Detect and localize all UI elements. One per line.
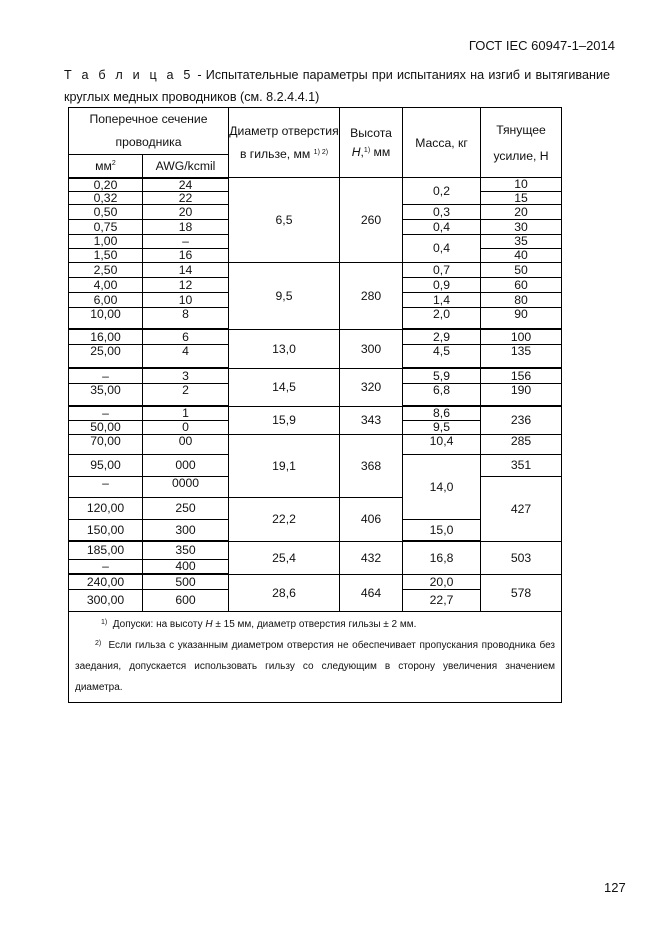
cell-diameter: 13,0 [229,329,340,368]
cell-mass: 14,0 [403,454,481,519]
cell-awg: 2 [143,383,229,406]
cell-pull: 351 [481,454,562,476]
cell-pull: 156 [481,368,562,383]
col-height-symbol: H [351,144,361,159]
col-mm2 [69,155,143,178]
cell-awg: 6 [143,329,229,344]
col-diameter-sup: 1) 2) [313,148,329,156]
cell-height: 432 [340,541,403,574]
table-row [69,368,562,383]
cell-awg: 400 [143,559,229,574]
cell-mm2: 0,75 [69,219,143,234]
cell-diameter: 19,1 [229,434,340,497]
cell-awg: 250 [143,497,229,519]
cell-mass: 0,3 [403,204,481,219]
cell-awg: 350 [143,541,229,559]
cell-height: 406 [340,497,403,541]
cell-mass: 8,6 [403,406,481,420]
cell-pull: 236 [481,406,562,434]
col-diameter [229,108,340,178]
cell-awg: – [143,234,229,248]
cell-diameter: 14,5 [229,368,340,406]
cell-awg: 3 [143,368,229,383]
cell-pull: 427 [481,476,562,541]
cell-diameter: 9,5 [229,262,340,329]
cell-awg: 500 [143,574,229,589]
table-caption-text: - Испытательные параметры при испытаниях на изгиб и вытягивание круглых медных проводников (см. 8.2.4.4.1) [64,68,610,104]
cell-pull: 80 [481,292,562,307]
cell-pull: 503 [481,541,562,574]
cell-pull: 135 [481,344,562,368]
note-2-text: Если гильза с указанным диаметром отверстия не обеспечивает пропускания проводника без заедания, допускается использовать гильзу со следующим в сторону увеличения значением диаметра. [75,639,556,693]
note-1-mark: 1) [101,618,108,626]
cell-mm2: 150,00 [69,519,143,541]
cell-pull: 40 [481,248,562,262]
cell-mm2: 120,00 [69,497,143,519]
cell-height: 280 [340,262,403,329]
cell-pull: 285 [481,434,562,454]
cell-height: 320 [340,368,403,406]
cell-mm2: 185,00 [69,541,143,559]
cell-mm2: 25,00 [69,344,143,368]
cell-pull: 60 [481,277,562,292]
cell-pull: 35 [481,234,562,248]
cell-awg: 12 [143,277,229,292]
cell-mass: 22,7 [403,589,481,611]
col-diameter-text: Диаметр отверстия в гильзе, мм [229,123,339,161]
note-1 [75,614,555,635]
col-height-unit: мм [370,144,391,159]
table-caption [64,64,610,108]
cell-awg: 16 [143,248,229,262]
cell-height: 368 [340,434,403,497]
cell-mm2: – [69,559,143,574]
cell-pull: 20 [481,204,562,219]
cell-mm2: – [69,476,143,497]
cell-mass: 0,2 [403,178,481,205]
cell-pull: 30 [481,219,562,234]
cell-mm2: 0,32 [69,191,143,204]
test-parameters-table [68,107,562,703]
col-mass: Масса, кг [403,108,481,178]
cell-mass: 10,4 [403,434,481,454]
cell-pull: 190 [481,383,562,406]
cell-mm2: 4,00 [69,277,143,292]
cell-mm2: 10,00 [69,307,143,329]
cell-awg: 14 [143,262,229,277]
table-row [69,541,562,559]
table-label: Т а б л и ц а 5 [64,68,194,82]
col-height: Высота H,$^{1)}$ мм [340,108,403,178]
cell-mm2: 1,00 [69,234,143,248]
table-header-row [69,108,562,155]
col-mm2-label: мм [95,158,112,173]
table-row [69,574,562,589]
cell-mm2: 70,00 [69,434,143,454]
cell-pull: 50 [481,262,562,277]
cell-mass: 2,9 [403,329,481,344]
note-1-text-a: Допуски: на высоту [112,618,206,630]
table-notes [69,611,562,702]
col-cross-section: Поперечное сечение проводника [69,108,229,155]
col-pull: Тянущее усилие, Н [481,108,562,178]
cell-mass: 5,9 [403,368,481,383]
cell-height: 343 [340,406,403,434]
col-awg: AWG/kcmil [143,155,229,178]
cell-mass: 0,4 [403,219,481,234]
cell-mass: 16,8 [403,541,481,574]
cell-awg: 1 [143,406,229,420]
cell-mm2: 2,50 [69,262,143,277]
cell-mass: 4,5 [403,344,481,368]
cell-height: 464 [340,574,403,611]
cell-mass: 6,8 [403,383,481,406]
note-2 [75,635,555,698]
cell-mm2: 300,00 [69,589,143,611]
cell-awg: 4 [143,344,229,368]
cell-diameter: 22,2 [229,497,340,541]
cell-awg: 600 [143,589,229,611]
table-notes-row [69,611,562,702]
cell-mass: 0,9 [403,277,481,292]
document-header: ГОСТ IEC 60947-1–2014 [468,38,615,53]
cell-pull: 100 [481,329,562,344]
table-row [69,262,562,277]
cell-awg: 300 [143,519,229,541]
cell-awg: 8 [143,307,229,329]
table-row [69,329,562,344]
cell-diameter: 15,9 [229,406,340,434]
cell-mm2: 240,00 [69,574,143,589]
cell-mm2: 35,00 [69,383,143,406]
cell-diameter: 28,6 [229,574,340,611]
cell-awg: 000 [143,454,229,476]
cell-mm2: 6,00 [69,292,143,307]
table-row [69,406,562,420]
cell-mass: 1,4 [403,292,481,307]
cell-awg: 24 [143,178,229,192]
cell-mass: 0,7 [403,262,481,277]
cell-height: 300 [340,329,403,368]
page-number: 127 [604,880,626,895]
cell-awg: 18 [143,219,229,234]
cell-pull: 15 [481,191,562,204]
cell-mm2: – [69,406,143,420]
cell-awg: 20 [143,204,229,219]
cell-mm2: 0,20 [69,178,143,192]
cell-mm2: 0,50 [69,204,143,219]
cell-mm2: 50,00 [69,420,143,434]
note-1-text-b: ± 15 мм, диаметр отверстия гильзы ± 2 мм. [212,618,417,630]
cell-diameter: 6,5 [229,178,340,263]
table-row [69,178,562,192]
cell-mass: 9,5 [403,420,481,434]
cell-diameter: 25,4 [229,541,340,574]
cell-pull: 578 [481,574,562,611]
cell-awg: 10 [143,292,229,307]
note-2-mark: 2) [95,639,102,647]
cell-mm2: 95,00 [69,454,143,476]
cell-mass: 2,0 [403,307,481,329]
cell-mm2: 16,00 [69,329,143,344]
col-height-label: Высота [350,125,392,140]
cell-mass: 15,0 [403,519,481,541]
cell-awg: 00 [143,434,229,454]
cell-mm2: 1,50 [69,248,143,262]
col-mm2-sup: 2 [111,159,116,167]
cell-awg: 0 [143,420,229,434]
table-row [69,434,562,454]
cell-pull: 90 [481,307,562,329]
col-height-sup: 1) [363,146,371,154]
cell-awg: 22 [143,191,229,204]
note-1-symbol: H [205,618,213,630]
cell-mass: 20,0 [403,574,481,589]
cell-pull: 10 [481,178,562,192]
cell-mass: 0,4 [403,234,481,262]
cell-awg: 0000 [143,476,229,497]
cell-mm2: – [69,368,143,383]
cell-height: 260 [340,178,403,263]
